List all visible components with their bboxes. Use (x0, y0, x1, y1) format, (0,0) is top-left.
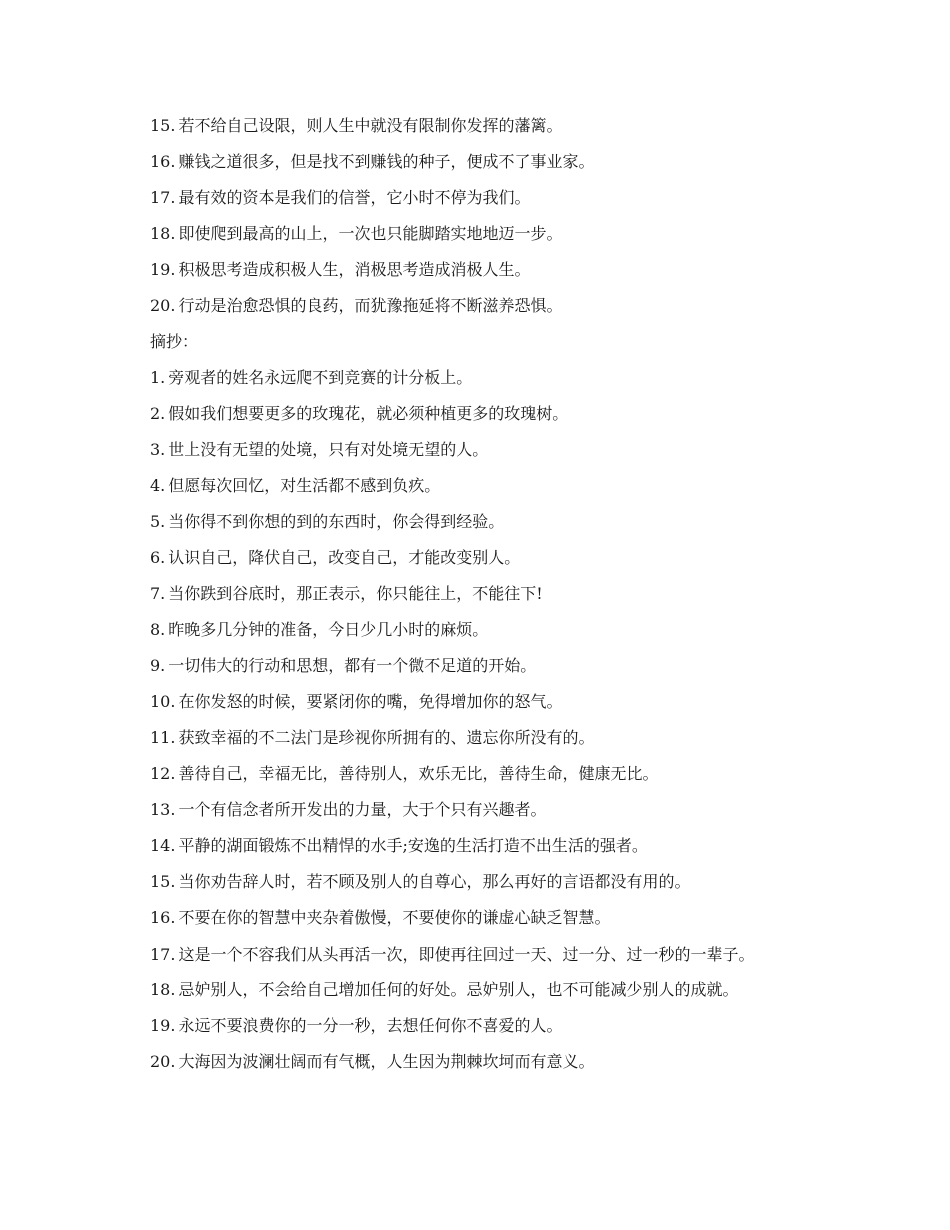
quote-text: 当你得不到你想的到的东西时，你会得到经验。 (168, 512, 505, 531)
quote-line (114, 1044, 834, 1080)
quote-number: 17. (150, 188, 176, 207)
quote-line (114, 108, 834, 144)
quote-number: 1. (150, 368, 166, 387)
quote-text: 不要在你的智慧中夹杂着傲慢，不要使你的谦虚心缺乏智慧。 (178, 908, 611, 927)
quote-number: 15. (150, 872, 176, 891)
quote-text: 即使爬到最高的山上，一次也只能脚踏实地地迈一步。 (178, 224, 563, 243)
document-body (114, 108, 834, 1080)
quote-line (114, 288, 834, 324)
quote-number: 20. (150, 1052, 176, 1071)
quote-number: 9. (150, 656, 166, 675)
quote-line (114, 828, 834, 864)
quote-number: 4. (150, 476, 166, 495)
quote-text: 永远不要浪费你的一分一秒，去想任何你不喜爱的人。 (178, 1016, 563, 1035)
quote-line (114, 900, 834, 936)
quote-line (114, 252, 834, 288)
quote-number: 16. (150, 908, 176, 927)
quote-number: 8. (150, 620, 166, 639)
quote-line (114, 396, 834, 432)
quote-text: 平静的湖面锻炼不出精悍的水手;安逸的生活打造不出生活的强者。 (178, 836, 648, 855)
quote-number: 3. (150, 440, 166, 459)
quote-text: 最有效的资本是我们的信誉，它小时不停为我们。 (178, 188, 531, 207)
quote-line (114, 540, 834, 576)
quote-number: 15. (150, 116, 176, 135)
quote-number: 16. (150, 152, 176, 171)
quote-line (114, 972, 834, 1008)
quote-line (114, 720, 834, 756)
quote-text: 行动是治愈恐惧的良药，而犹豫拖延将不断滋养恐惧。 (178, 296, 563, 315)
quote-number: 17. (150, 945, 176, 964)
quote-text: 认识自己，降伏自己，改变自己，才能改变别人。 (168, 548, 521, 567)
quote-line (114, 180, 834, 216)
quote-line (114, 576, 834, 612)
quote-line-wrapped (114, 936, 834, 972)
quote-number: 14. (150, 836, 176, 855)
quote-text: 获致幸福的不二法门是珍视你所拥有的、遗忘你所没有的。 (178, 728, 595, 747)
quote-line (114, 468, 834, 504)
quote-text: 一切伟大的行动和思想，都有一个微不足道的开始。 (168, 656, 537, 675)
quote-number: 11. (150, 728, 176, 747)
quote-line (114, 1008, 834, 1044)
quote-line (114, 864, 834, 900)
quote-number: 6. (150, 548, 166, 567)
quote-line (114, 648, 834, 684)
quote-text: 在你发怒的时候，要紧闭你的嘴，免得增加你的怒气。 (178, 692, 563, 711)
quote-line (114, 504, 834, 540)
quote-text: 当你劝告辞人时，若不顾及别人的自尊心，那么再好的言语都没有用的。 (178, 872, 691, 891)
quote-text: 忌妒别人，不会给自己增加任何的好处。忌妒别人，也不可能减少别人的成就。 (178, 980, 739, 999)
quote-text: 世上没有无望的处境，只有对处境无望的人。 (168, 440, 489, 459)
quote-line (114, 360, 834, 396)
quote-text: 但愿每次回忆，对生活都不感到负疚。 (168, 476, 441, 495)
quote-number: 18. (150, 224, 176, 243)
quote-line (114, 216, 834, 252)
quote-text: 善待自己，幸福无比，善待别人，欢乐无比，善待生命，健康无比。 (178, 764, 659, 783)
quote-text: 昨晚多几分钟的准备，今日少几小时的麻烦。 (168, 620, 489, 639)
quote-number: 19. (150, 260, 176, 279)
quote-number: 5. (150, 512, 166, 531)
quote-text: 这是一个不容我们从头再活一次，即使再往回过一天、过一分、过一秒的一辈子。 (178, 945, 755, 964)
quote-number: 19. (150, 1016, 176, 1035)
quote-line (114, 792, 834, 828)
quote-text: 假如我们想要更多的玫瑰花，就必须种植更多的玫瑰树。 (168, 404, 569, 423)
section-heading: 摘抄： (150, 332, 199, 351)
quote-text: 大海因为波澜壮阔而有气概，人生因为荆棘坎坷而有意义。 (178, 1052, 595, 1071)
quote-text: 赚钱之道很多，但是找不到赚钱的种子，便成不了事业家。 (178, 152, 595, 171)
quote-number: 20. (150, 296, 176, 315)
quote-text: 积极思考造成积极人生，消极思考造成消极人生。 (178, 260, 531, 279)
quote-line (114, 144, 834, 180)
quote-number: 13. (150, 800, 176, 819)
quote-text: 旁观者的姓名永远爬不到竞赛的计分板上。 (168, 368, 473, 387)
quote-line (114, 432, 834, 468)
quote-number: 7. (150, 584, 166, 603)
quote-text: 若不给自己设限，则人生中就没有限制你发挥的藩篱。 (178, 116, 563, 135)
quote-number: 2. (150, 404, 166, 423)
quote-text: 当你跌到谷底时，那正表示，你只能往上，不能往下! (168, 584, 543, 603)
quote-line (114, 756, 834, 792)
quote-number: 12. (150, 764, 176, 783)
quote-number: 18. (150, 980, 176, 999)
quote-text: 一个有信念者所开发出的力量，大于个只有兴趣者。 (178, 800, 547, 819)
quote-line (114, 612, 834, 648)
quote-line (114, 684, 834, 720)
quote-number: 10. (150, 692, 176, 711)
